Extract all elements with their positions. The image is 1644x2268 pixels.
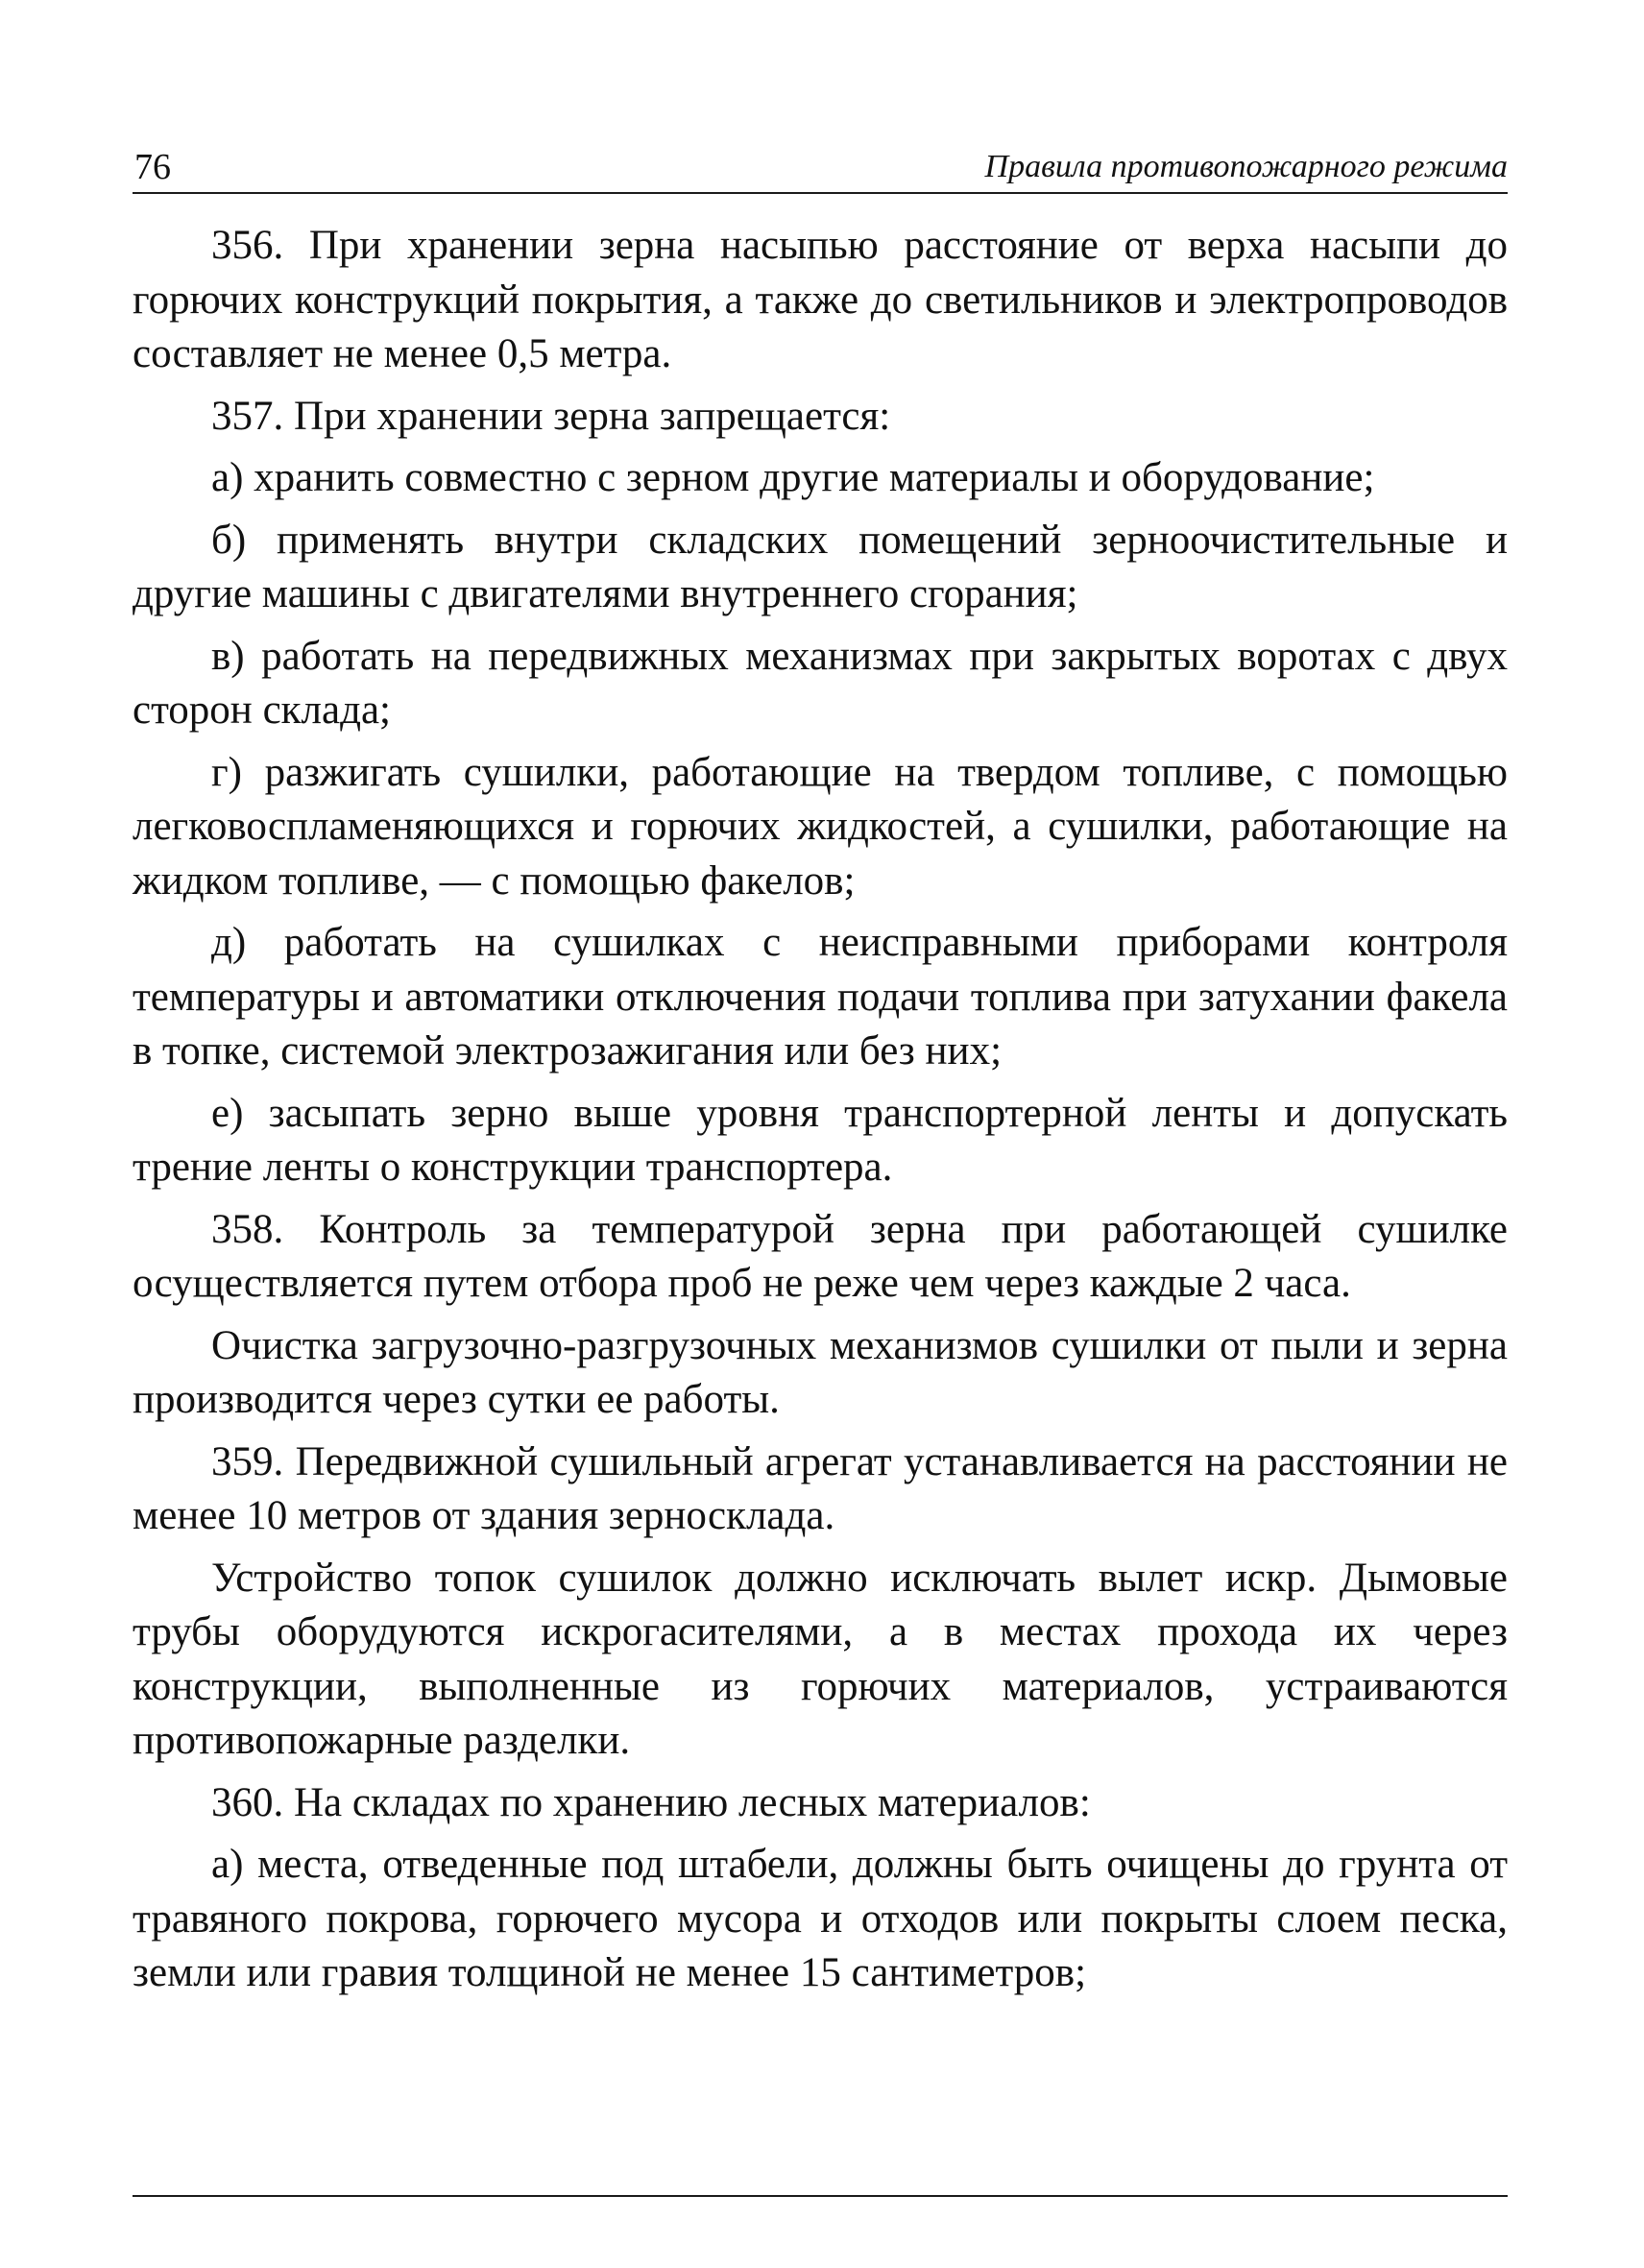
paragraph-360: 360. На складах по хранению лесных материалов: — [211, 1779, 1091, 1825]
paragraph-357-g: г) разжигать сушилки, работающие на твердом топливе, с помощью легковоспламеняющихся и горючих жидкостей, а сушилки, работающие на жидком топливе, — с помощью факелов; — [133, 749, 1508, 904]
paragraph-357-v: в) работать на передвижных механизмах при закрытых воротах с двух сторон склада; — [133, 633, 1508, 733]
page-number: 76 — [134, 147, 171, 187]
paragraph-356: 356. При хранении зерна насыпью расстояние от верха насыпи до горючих конструкций покрытия, а также до светильников и электропроводов составляет не менее 0,5 метра. — [133, 223, 1508, 376]
document-page — [133, 144, 1508, 2009]
page-header — [133, 144, 1508, 194]
bottom-rule — [133, 2195, 1508, 2197]
running-title: Правила противопожарного режима — [984, 149, 1508, 184]
paragraph-357-b: б) применять внутри складских помещений зерноочистительные и другие машины с двигателями внутреннего сгорания; — [133, 517, 1508, 616]
paragraph-357-a: а) хранить совместно с зерном другие материалы и оборудование; — [211, 455, 1375, 500]
paragraph-357: 357. При хранении зерна запрещается: — [211, 393, 891, 439]
paragraph-359-furnaces: Устройство топок сушилок должно исключать вылет искр. Дымовые трубы оборудуются искрогасителями, а в местах прохода их через конструкции, выполненные из горючих материалов, устраиваются противопожарные разделки. — [133, 1555, 1508, 1763]
paragraph-360-a: а) места, отведенные под штабели, должны быть очищены до грунта от травяного покрова, горючего мусора и отходов или покрыты слоем песка, земли или гравия толщиной не менее 15 сантиметров; — [133, 1842, 1508, 1995]
paragraph-358-cleaning: Очистка загрузочно-разгрузочных механизмов сушилки от пыли и зерна производится через сутки ее работы. — [133, 1322, 1508, 1422]
paragraph-359: 359. Передвижной сушильный агрегат устанавливается на расстоянии не менее 10 метров от здания зерносклада. — [133, 1438, 1508, 1538]
paragraph-358: 358. Контроль за температурой зерна при работающей сушилке осуществляется путем отбора проб не реже чем через каждые 2 часа. — [133, 1206, 1508, 1306]
body-text — [133, 219, 1508, 2001]
paragraph-357-d: д) работать на сушилках с неисправными приборами контроля температуры и автоматики отключения подачи топлива при затухании факела в топке, системой электрозажигания или без них; — [133, 920, 1508, 1074]
paragraph-357-e: е) засыпать зерно выше уровня транспортерной ленты и допускать трение ленты о конструкции транспортера. — [133, 1090, 1508, 1190]
